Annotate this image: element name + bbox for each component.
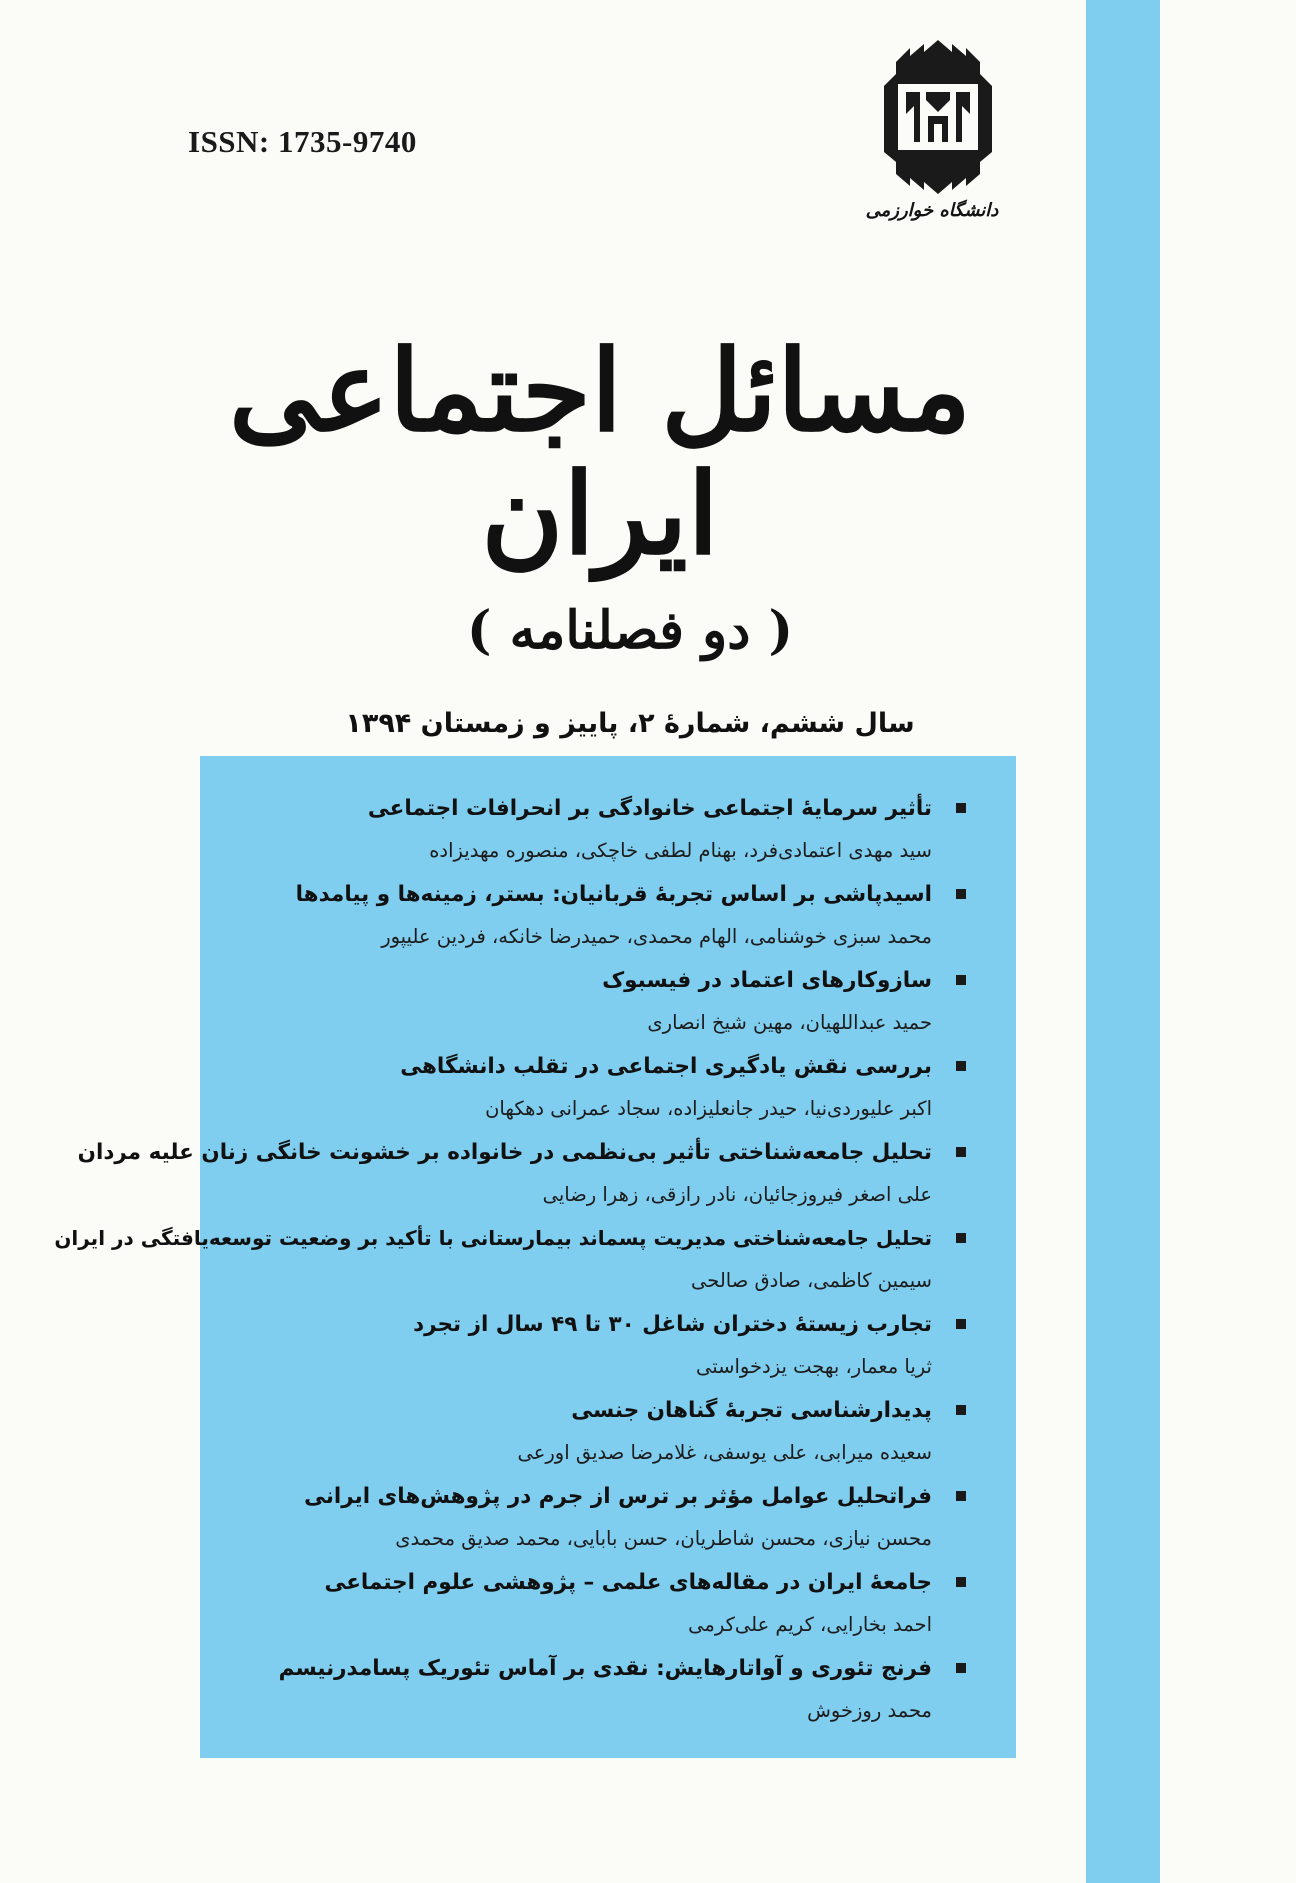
issue-line: سال ششم، شمارۀ ۲، پاییز و زمستان ۱۳۹۴ <box>345 708 915 739</box>
square-bullet-icon <box>956 1491 966 1501</box>
square-bullet-icon <box>956 1233 966 1243</box>
article-authors: حمید عبداللهیان، مهین شیخ انصاری <box>647 1011 932 1034</box>
article-authors: سعیده میرابی، علی یوسفی، غلامرضا صدیق اورعی <box>517 1441 932 1464</box>
article-authors: علی اصغر فیروزجائیان، نادر رازقی، زهرا رضایی <box>542 1183 932 1206</box>
article-authors: سیمین کاظمی، صادق صالحی <box>691 1269 932 1292</box>
toc-entry <box>230 1302 966 1388</box>
article-title <box>230 958 966 1002</box>
article-title <box>77 1130 966 1174</box>
toc-entry <box>230 1646 966 1732</box>
article-title <box>54 1216 966 1260</box>
article-title <box>230 1388 966 1432</box>
table-of-contents <box>54 756 1016 1758</box>
article-title <box>230 1474 966 1518</box>
square-bullet-icon <box>956 1319 966 1329</box>
university-emblem-icon <box>868 34 1008 204</box>
article-title-text: فراتحلیل عوامل مؤثر بر ترس از جرم در پژوهش‌های ایرانی <box>304 1483 932 1509</box>
article-title-text: تأثیر سرمایۀ اجتماعی خانوادگی بر انحرافات اجتماعی <box>367 795 932 821</box>
journal-title: مسائل اجتماعی ایران <box>228 326 972 581</box>
article-title-text: تجارب زیستۀ دختران شاغل ۳۰ تا ۴۹ سال از تجرد <box>413 1311 932 1337</box>
toc-entry <box>54 1216 966 1302</box>
article-title-text: بررسی نقش یادگیری اجتماعی در تقلب دانشگاهی <box>400 1053 932 1079</box>
article-title <box>230 786 966 830</box>
article-title <box>230 1646 966 1690</box>
square-bullet-icon <box>956 803 966 813</box>
article-title-text: فرنج تئوری و آواتارهایش: نقدی بر آماس تئوریک پسامدرنیسم <box>278 1655 932 1681</box>
toc-entry <box>77 1130 966 1216</box>
square-bullet-icon <box>956 975 966 985</box>
cover-spine-stripe <box>1086 0 1160 1883</box>
article-title <box>230 872 966 916</box>
square-bullet-icon <box>956 1147 966 1157</box>
article-title <box>230 1302 966 1346</box>
article-title-text: سازوکارهای اعتماد در فیسبوک <box>602 967 932 993</box>
article-authors: محمد سبزی خوشنامی، الهام محمدی، حمیدرضا خانکه، فردین علیپور <box>381 925 932 948</box>
article-title-text: جامعۀ ایران در مقاله‌های علمی – پژوهشی علوم اجتماعی <box>324 1569 932 1595</box>
toc-entry <box>230 1474 966 1560</box>
square-bullet-icon <box>956 1577 966 1587</box>
toc-entry <box>230 1560 966 1646</box>
article-title <box>230 1044 966 1088</box>
article-authors: محسن نیازی، محسن شاطریان، حسن بابایی، محمد صدیق محمدی <box>395 1527 932 1550</box>
square-bullet-icon <box>956 1663 966 1673</box>
article-title-text: اسیدپاشی بر اساس تجربۀ قربانیان: بستر، زمینه‌ها و پیامدها <box>295 881 932 907</box>
issn-number: ISSN: 1735-9740 <box>188 124 417 159</box>
article-authors: سید مهدی اعتمادی‌فرد، بهنام لطفی خاچکی، منصوره مهدیزاده <box>429 839 932 862</box>
square-bullet-icon <box>956 1405 966 1415</box>
article-authors: اکبر علیوردی‌نیا، حیدر جانعلیزاده، سجاد عمرانی دهکهان <box>485 1097 932 1120</box>
article-title <box>230 1560 966 1604</box>
article-title-text: تحلیل جامعه‌شناختی تأثیر بی‌نظمی در خانواده بر خشونت خانگی زنان علیه مردان <box>77 1139 932 1165</box>
toc-entry <box>230 1044 966 1130</box>
article-authors: محمد روزخوش <box>807 1699 932 1722</box>
toc-entry <box>230 872 966 958</box>
journal-subtitle: ( دو فصلنامه ) <box>466 600 794 661</box>
square-bullet-icon <box>956 889 966 899</box>
article-authors: احمد بخارایی، کریم علی‌کرمی <box>688 1613 932 1636</box>
toc-entry <box>230 958 966 1044</box>
toc-entry <box>230 1388 966 1474</box>
article-authors: ثریا معمار، بهجت یزدخواستی <box>696 1355 932 1378</box>
article-title-text: پدیدارشناسی تجربۀ گناهان جنسی <box>571 1397 932 1423</box>
article-title-text: تحلیل جامعه‌شناختی مدیریت پسماند بیمارستانی با تأکید بر وضعیت توسعه‌یافتگی در ایران <box>54 1226 932 1250</box>
square-bullet-icon <box>956 1061 966 1071</box>
university-name: دانشگاه خوارزمی <box>865 200 999 221</box>
toc-entry <box>230 786 966 872</box>
